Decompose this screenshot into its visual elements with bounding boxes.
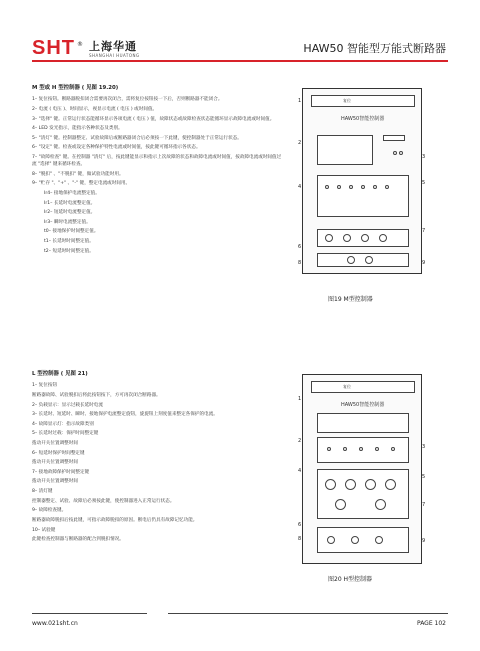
callout-9: 9 [422, 260, 426, 266]
callout-3: 3 [422, 154, 426, 160]
callout-4: 4 [298, 468, 302, 474]
figure-m-controller [298, 88, 426, 303]
m-subitems-list [32, 190, 282, 255]
test-key [375, 536, 383, 544]
callout-9: 9 [422, 538, 426, 544]
status-led [385, 185, 389, 189]
list-item: 7– 接地故障保护时间整定键 [32, 469, 90, 475]
list-item: 8– 清灯键 [32, 489, 53, 495]
list-subitem: t2– 短延时时间整定值。 [44, 248, 94, 254]
list-item: 断路器故障、试验脱扣后将此按钮按下，方可再次闭合断路器。 [32, 392, 161, 398]
callout-1: 1 [298, 98, 302, 104]
callout-3: 3 [422, 444, 426, 450]
status-led [393, 151, 397, 155]
list-item: 3– 长延时、短延时、瞬时、接地保护电流整定旋钮，旋旋钮上刻度值来整定各保护的电流。 [32, 412, 218, 418]
status-led [361, 185, 365, 189]
page-header [0, 0, 480, 62]
fault-check-key [351, 536, 359, 544]
company-logo [32, 38, 140, 58]
list-item: 4– LED 发光指示，能指示各种状态及类别。 [32, 126, 123, 132]
registered-mark: ® [77, 41, 83, 48]
list-item: 5– "清灯" 键。控制器整定、试验故障后或断路器闭合后必须按一下此键，使控制器处于正常运行状态。 [32, 135, 242, 141]
callout-7: 7 [422, 502, 426, 508]
current-display [317, 413, 409, 433]
trip-key [343, 234, 351, 242]
list-item: 1– 复位按钮。断路器脱扣闭合需要再次闭合，需将复位按钮按一下后，否则断路器不能闭合。 [32, 97, 223, 103]
callout-2: 2 [298, 438, 302, 444]
instant-knob [365, 479, 376, 490]
list-item: 7– "故障检查" 键。在控制器 "清灯" 后，按此键能显示和指示上次故障的状态和故障电流或时间值，按故障电流或时间值过流 "选择" 键来循环检查。 [32, 155, 282, 168]
status-led [337, 185, 341, 189]
fault-led [375, 447, 379, 451]
callout-8: 8 [298, 260, 302, 266]
figure-m-caption: 图19 M型控制器 [328, 296, 373, 303]
footer-url: www.021sht.cn [32, 620, 78, 627]
document-title: HAW50 智能型万能式断路器 [303, 42, 446, 55]
callout-1: 1 [298, 396, 302, 402]
m-controller-section [32, 84, 282, 257]
list-subitem: Ir4– 接地保护电流整定值。 [44, 190, 100, 196]
status-led [373, 185, 377, 189]
status-led [399, 151, 403, 155]
list-subitem: Ir3– 瞬时电流整定值。 [44, 219, 91, 225]
callout-5: 5 [422, 474, 426, 480]
callout-2: 2 [298, 140, 302, 146]
list-item: 2– 电流 ( 电压 )、时间显示，视显示电流 ( 电压 ) 或时间值。 [32, 106, 158, 112]
figure-h-caption: 图20 H型控制器 [328, 576, 373, 583]
list-item: 10– 试验键 [32, 527, 56, 533]
m-section-title: M 型或 H 型控制器 ( 见图 19.20) [32, 85, 119, 91]
h-controller-drawing [302, 374, 422, 564]
footer-divider-right [168, 613, 448, 614]
list-item: 控制器整定、试验、故障后必须按此键，使控制器进入正常运行状态。 [32, 498, 175, 504]
adjust-keys-row [317, 253, 409, 267]
time-setting-knob [375, 499, 386, 510]
l-controller-section [32, 370, 282, 546]
status-led [349, 185, 353, 189]
list-item: 6– 短延时保护时间整定键 [32, 450, 85, 456]
fault-led [391, 447, 395, 451]
reset-panel [311, 381, 415, 393]
fault-led [343, 447, 347, 451]
list-item: 此键检查控制器与断路器的配合到脱扣情况。 [32, 537, 124, 543]
list-item: 3– "选择" 键。正常运行状态能循环显示各项电流 ( 电压 ) 值，故障状态或故障检查状态能循环显示故障电流或时间值。 [32, 116, 275, 122]
list-item: 9– "贮存 "、"+" 、"-" 键，整定电流或时间用。 [32, 181, 131, 187]
callout-6: 6 [298, 244, 302, 250]
page-number: PAGE 102 [416, 620, 446, 627]
no-trip-key [361, 234, 369, 242]
select-key [383, 135, 405, 141]
clear-light-key [327, 536, 335, 544]
logo-chinese-name: 上海华通 [89, 39, 137, 53]
short-delay-knob [345, 479, 356, 490]
header-divider [32, 60, 448, 62]
list-item: 4– 故障显示灯：指示故障类别 [32, 421, 94, 427]
callout-7: 7 [422, 228, 426, 234]
list-item: 断路器故障脱扣后按此键，可指示故障脱扣的原因。断电后仍具有故障记忆功能。 [32, 517, 198, 523]
reset-label: 复位 [343, 98, 351, 103]
list-item: 拨动开关位置调整时间 [32, 460, 78, 466]
minus-key [365, 256, 373, 264]
m-items-list [32, 96, 282, 187]
set-key [325, 234, 333, 242]
plus-key [347, 256, 355, 264]
list-item: 8– "脱扣" 、"不脱扣" 键，做试验功能时用。 [32, 171, 124, 177]
reset-panel [311, 95, 415, 107]
figure-h-controller [298, 374, 426, 583]
list-subitem: t0– 接地保护时间整定值。 [44, 229, 99, 235]
callout-8: 8 [298, 536, 302, 542]
list-subitem: Ir2– 短延时电流整定值。 [44, 210, 96, 216]
list-subitem: Ir1– 长延时电流整定值。 [44, 200, 96, 206]
callout-5: 5 [422, 180, 426, 186]
list-item: 拨动开关位置调整时间 [32, 479, 78, 485]
setting-knob-panel [317, 469, 409, 519]
l-items-list [32, 382, 282, 543]
led-panel [317, 437, 409, 463]
fault-led [359, 447, 363, 451]
model-label: HAW50智能控制器 [341, 116, 385, 122]
list-item: 2– 负载显示：显示过载长延时电流 [32, 402, 103, 408]
status-led [325, 185, 329, 189]
ground-fault-knob [385, 479, 396, 490]
l-section-title: L 型控制器 ( 见图 21) [32, 371, 88, 377]
callout-6: 6 [298, 522, 302, 528]
logo-mark: SHT [32, 37, 75, 59]
list-item: 1– 复位按钮 [32, 383, 58, 389]
m-controller-drawing [302, 88, 422, 274]
long-delay-knob [325, 479, 336, 490]
list-item: 拨动开关位置调整时间 [32, 441, 78, 447]
model-label: HAW50智能控制器 [341, 402, 385, 408]
footer-divider-left [32, 613, 147, 614]
reset-label: 复位 [343, 384, 351, 389]
logo-english-name: SHANGHAI HUATONG [89, 53, 140, 58]
list-item: 6– "设定" 键。检查或设定各种保护特性电流或时间值，按此键可循环指示各状态。 [32, 145, 201, 151]
fault-led [327, 447, 331, 451]
callout-4: 4 [298, 184, 302, 190]
list-item: 5– 长延时过载：保护时间整定键 [32, 431, 99, 437]
list-item: 9– 故障检查键。 [32, 508, 67, 514]
store-key [379, 234, 387, 242]
indicator-panel [317, 175, 409, 217]
display-window [317, 135, 373, 165]
list-subitem: t1– 长延时时间整定值。 [44, 239, 94, 245]
time-setting-knob [335, 499, 346, 510]
